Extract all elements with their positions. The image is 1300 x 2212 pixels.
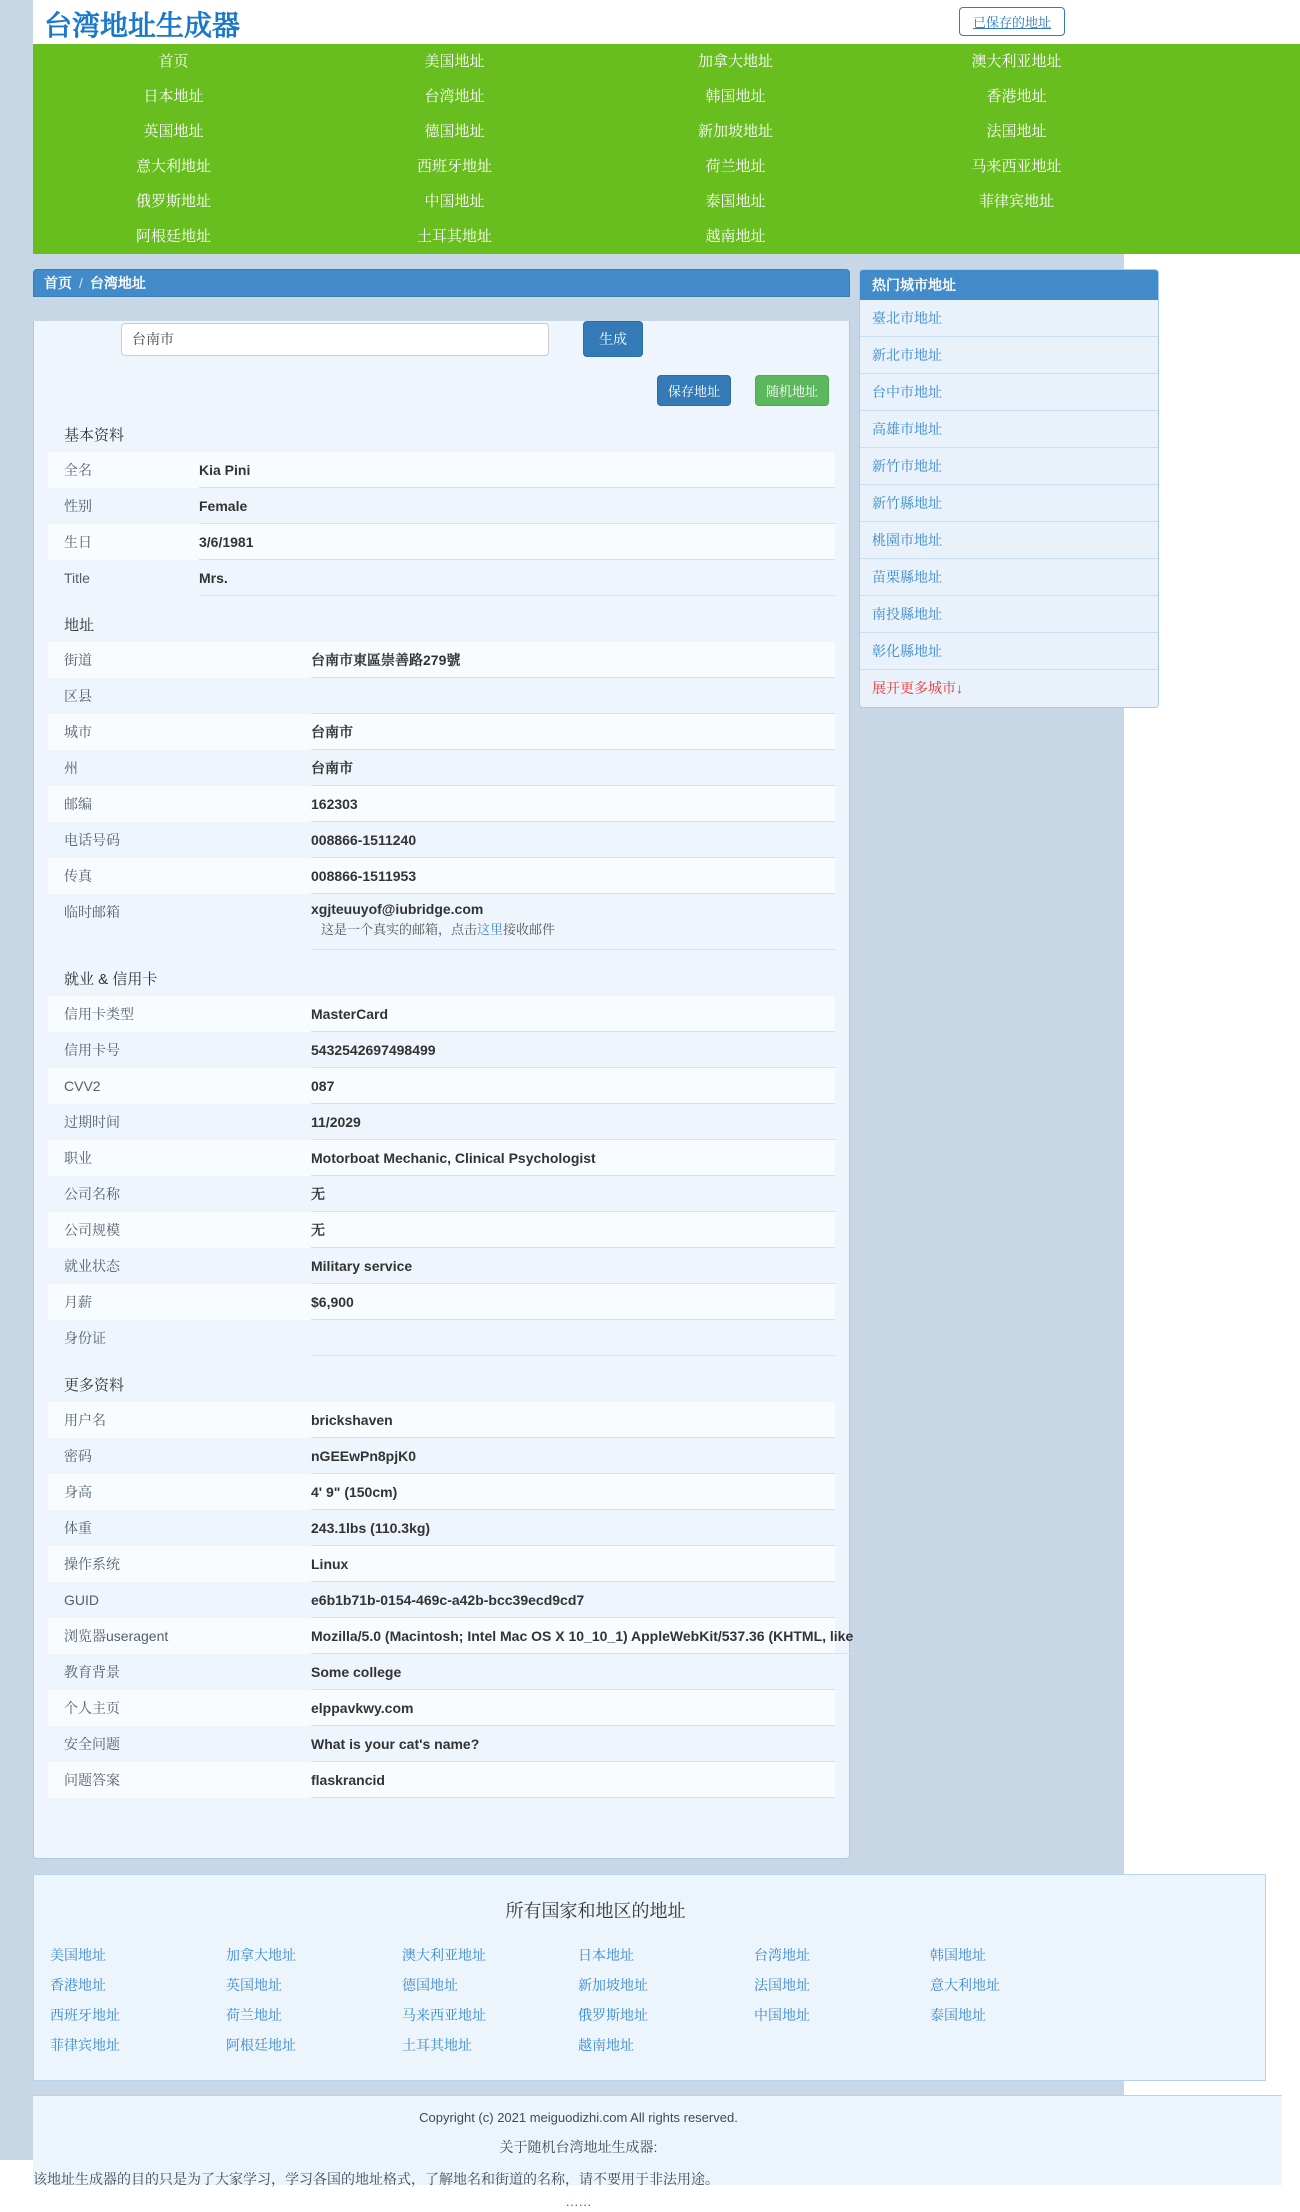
field-label: 体重 (64, 1520, 92, 1536)
field-row (48, 488, 835, 524)
field-row (48, 1546, 835, 1582)
field-value (311, 1248, 835, 1284)
nav-link[interactable]: 首页 (158, 53, 189, 70)
profile-section (48, 970, 835, 1356)
countries-grid (50, 1945, 1265, 2056)
section-title: 就业 & 信用卡 (64, 971, 158, 988)
field-value-text: 无 (311, 1221, 325, 1238)
country-link[interactable]: 越南地址 (578, 2037, 634, 2053)
field-row (48, 1176, 835, 1212)
field-value (311, 1284, 835, 1320)
sidebar-city-list (860, 300, 1158, 707)
country-link[interactable]: 德国地址 (402, 1977, 458, 1993)
nav-link[interactable]: 阿根廷地址 (135, 228, 211, 245)
sidebar-city-link[interactable]: 高雄市地址 (860, 411, 1158, 448)
sidebar-city-link[interactable]: 新北市地址 (860, 337, 1158, 374)
country-link[interactable]: 新加坡地址 (578, 1977, 648, 1993)
field-value (311, 1690, 835, 1726)
field-row (48, 750, 835, 786)
country-link[interactable]: 土耳其地址 (402, 2037, 472, 2053)
nav-link[interactable]: 越南地址 (705, 228, 766, 245)
main-nav-bar (33, 44, 1300, 254)
breadcrumb-home-link[interactable]: 首页 (44, 275, 72, 291)
field-row (48, 1762, 835, 1798)
field-label: 全名 (64, 462, 92, 478)
nav-link[interactable]: 泰国地址 (705, 193, 766, 210)
field-label: 身份证 (64, 1330, 106, 1346)
field-value (311, 1654, 835, 1690)
page-container (33, 0, 1300, 2212)
profile-section (48, 426, 835, 596)
field-label: 个人主页 (64, 1700, 120, 1716)
field-value (199, 488, 835, 524)
field-label: Title (64, 570, 90, 586)
field-value-text: Military service (311, 1257, 413, 1274)
nav-link[interactable]: 韩国地址 (705, 88, 766, 105)
field-label: 身高 (64, 1484, 92, 1500)
country-link[interactable]: 澳大利亚地址 (402, 1947, 486, 1963)
search-row (121, 321, 835, 357)
sidebar-city-link[interactable]: 新竹市地址 (860, 448, 1158, 485)
field-value-text: 243.1lbs (110.3kg) (311, 1519, 431, 1536)
field-value-text: e6b1b71b-0154-469c-a42b-bcc39ecd9cd7 (311, 1591, 585, 1608)
footer (33, 2095, 1282, 2212)
field-value-text: 008866-1511240 (311, 831, 417, 848)
sidebar-city-link[interactable]: 苗栗縣地址 (860, 559, 1158, 596)
field-value (311, 642, 835, 678)
breadcrumb (33, 269, 850, 297)
save-address-button[interactable]: 保存地址 (657, 375, 731, 406)
field-row (48, 1690, 835, 1726)
field-value-text: Linux (311, 1555, 349, 1572)
nav-link[interactable]: 加拿大地址 (697, 53, 773, 70)
field-label: 月薪 (64, 1294, 92, 1310)
field-label: 信用卡类型 (64, 1006, 134, 1022)
field-value (311, 750, 835, 786)
field-value-text: 台南市 (311, 723, 353, 740)
field-value-text: 5432542697498499 (311, 1041, 436, 1058)
field-row (48, 1474, 835, 1510)
country-link[interactable]: 韩国地址 (930, 1947, 986, 1963)
field-value-text: Mrs. (199, 569, 228, 586)
field-label: 州 (64, 760, 78, 776)
clipped-bottom-text: ······ (565, 2197, 592, 2212)
field-value (311, 1320, 835, 1356)
field-label: 临时邮箱 (64, 904, 120, 920)
field-label: 生日 (64, 534, 92, 550)
field-row (48, 1212, 835, 1248)
field-label: 性别 (64, 498, 92, 514)
field-value (311, 1140, 835, 1176)
country-link[interactable]: 英国地址 (226, 1977, 282, 1993)
field-value (311, 678, 835, 714)
country-link[interactable]: 中国地址 (754, 2007, 810, 2023)
section-rows (48, 996, 835, 1356)
section-title: 基本资料 (64, 427, 125, 444)
field-label: 公司规模 (64, 1222, 120, 1238)
nav-link[interactable]: 新加坡地址 (697, 123, 773, 140)
field-value-text: What is your cat's name? (311, 1735, 480, 1752)
field-value (311, 1438, 835, 1474)
breadcrumb-separator: / (79, 275, 83, 291)
field-label: 电话号码 (64, 832, 120, 848)
field-label: 信用卡号 (64, 1042, 120, 1058)
field-row (48, 524, 835, 560)
sidebar-city-link[interactable]: 新竹縣地址 (860, 485, 1158, 522)
disclaimer-text: 该地址生成器的目的只是为了大家学习，学习各国的地址格式，了解地名和街道的名称，请不要用于非法用途。 (33, 2171, 719, 2187)
field-label: 浏览器useragent (64, 1628, 169, 1644)
field-row (48, 1068, 835, 1104)
section-title: 更多资料 (64, 1377, 125, 1394)
field-label: 操作系统 (64, 1556, 120, 1572)
section-title: 地址 (64, 617, 95, 634)
field-value (311, 1618, 853, 1654)
field-label: 邮编 (64, 796, 92, 812)
field-row (48, 858, 835, 894)
field-row (48, 786, 835, 822)
country-link[interactable]: 意大利地址 (930, 1977, 1000, 1993)
field-value (311, 1176, 835, 1212)
field-value-text: MasterCard (311, 1005, 389, 1022)
generator-panel (33, 321, 854, 1859)
countries-title: 所有国家和地区的地址 (505, 1901, 686, 1921)
nav-link[interactable]: 英国地址 (143, 123, 204, 140)
field-value-text: 4' 9" (150cm) (311, 1483, 398, 1500)
field-value (311, 1762, 835, 1798)
nav-link[interactable]: 香港地址 (986, 88, 1047, 105)
field-value-text: brickshaven (311, 1411, 393, 1428)
country-link[interactable]: 加拿大地址 (226, 1947, 296, 1963)
field-label: 城市 (64, 724, 92, 740)
field-value-text: 11/2029 (311, 1113, 361, 1130)
field-value (311, 1104, 835, 1140)
page-title: 台湾地址生成器 (44, 10, 241, 41)
field-value-text: 162303 (311, 795, 358, 812)
field-label: 过期时间 (64, 1114, 120, 1130)
profile-section (48, 616, 835, 950)
field-row (48, 1284, 835, 1320)
field-row (48, 1618, 854, 1654)
field-label: GUID (64, 1592, 99, 1608)
field-row (48, 1438, 835, 1474)
country-link[interactable]: 香港地址 (50, 1977, 106, 1993)
field-value (311, 1546, 835, 1582)
field-value-text: elppavkwy.com (311, 1699, 414, 1716)
country-link[interactable]: 马来西亚地址 (402, 2007, 486, 2023)
field-value (311, 1474, 835, 1510)
country-link[interactable]: 荷兰地址 (226, 2007, 282, 2023)
field-row (48, 1510, 835, 1546)
nav-link[interactable]: 土耳其地址 (416, 228, 492, 245)
content (33, 269, 1300, 1859)
field-label: 职业 (64, 1150, 92, 1166)
field-value-text: 台南市 (311, 759, 353, 776)
sidebar (859, 269, 1159, 708)
field-value-text: flaskrancid (311, 1771, 385, 1788)
nav-link[interactable]: 荷兰地址 (705, 158, 766, 175)
country-link[interactable]: 台湾地址 (754, 1947, 810, 1963)
nav-link[interactable]: 中国地址 (424, 193, 485, 210)
field-row (48, 642, 835, 678)
field-value-text: Kia Pini (199, 461, 251, 478)
random-address-button[interactable]: 随机地址 (755, 375, 829, 406)
field-value (311, 1402, 835, 1438)
field-row (48, 678, 835, 714)
field-label: 安全问题 (64, 1736, 120, 1752)
field-label: 就业状态 (64, 1258, 120, 1274)
field-row (48, 1248, 835, 1284)
field-row (48, 714, 835, 750)
sidebar-city-link[interactable]: 桃園市地址 (860, 522, 1158, 559)
field-row (48, 1402, 835, 1438)
country-link[interactable]: 俄罗斯地址 (578, 2007, 648, 2023)
field-value-text: 台南市東區崇善路279號 (311, 651, 461, 668)
country-link[interactable]: 菲律宾地址 (50, 2037, 120, 2053)
field-value (311, 822, 835, 858)
field-value (311, 858, 835, 894)
field-label: 用户名 (64, 1412, 106, 1428)
email-note-post: 接收邮件 (503, 922, 556, 937)
nav-link[interactable]: 法国地址 (986, 123, 1047, 140)
copyright-text: Copyright (c) 2021 meiguodizhi.com All rights reserved. (419, 2110, 738, 2125)
header (33, 0, 1300, 44)
about-heading: 关于随机台湾地址生成器: (499, 2139, 658, 2155)
nav-link[interactable]: 俄罗斯地址 (135, 193, 211, 210)
field-label: 公司名称 (64, 1186, 120, 1202)
section-rows (48, 642, 835, 950)
field-row (48, 560, 835, 596)
field-value-text: Female (199, 497, 248, 514)
countries-panel (33, 1874, 1266, 2081)
sidebar-expand-link[interactable]: 展开更多城市↓ (872, 680, 963, 696)
field-row (48, 1104, 835, 1140)
nav-link[interactable]: 西班牙地址 (416, 158, 492, 175)
field-value-text: xgjteuuyof@iubridge.com (311, 901, 484, 917)
profile-section (48, 1376, 854, 1798)
country-link[interactable]: 法国地址 (754, 1977, 810, 1993)
field-value (311, 786, 835, 822)
field-label: 区县 (64, 688, 92, 704)
sidebar-city-link[interactable]: 臺北市地址 (860, 300, 1158, 337)
field-label: 问题答案 (64, 1772, 120, 1788)
field-row (48, 996, 835, 1032)
nav-link[interactable]: 意大利地址 (135, 158, 211, 175)
field-value (199, 560, 835, 596)
field-value-text: nGEEwPn8pjK0 (311, 1447, 417, 1464)
nav-link[interactable]: 德国地址 (424, 123, 485, 140)
field-value (311, 1510, 835, 1546)
field-row (48, 822, 835, 858)
sidebar-city-link[interactable]: 彰化縣地址 (860, 633, 1158, 670)
country-link[interactable]: 美国地址 (50, 1947, 106, 1963)
field-label: 教育背景 (64, 1664, 120, 1680)
field-row (48, 894, 835, 950)
field-row (48, 1140, 835, 1176)
field-value-text: Mozilla/5.0 (Macintosh; Intel Mac OS X 10_10_1) AppleWebKit/537.36 (KHTML, like (311, 1627, 854, 1644)
generate-button[interactable]: 生成 (583, 321, 643, 357)
field-row (48, 1654, 835, 1690)
field-value-text: 087 (311, 1077, 335, 1094)
profile-sections (48, 426, 854, 1798)
field-value-text: 无 (311, 1185, 325, 1202)
field-value-text: Some college (311, 1663, 402, 1680)
field-value (311, 1068, 835, 1104)
email-note-pre: 这是一个真实的邮箱，点击 (321, 922, 478, 937)
action-row (48, 375, 835, 406)
sidebar-title: 热门城市地址 (860, 270, 1158, 300)
main-column (33, 269, 854, 1859)
city-input[interactable] (121, 323, 549, 356)
main-nav (33, 44, 1300, 254)
nav-link[interactable]: 台湾地址 (424, 88, 485, 105)
email-inbox-link[interactable]: 这里 (477, 922, 504, 937)
field-row (48, 1032, 835, 1068)
field-row (48, 1320, 835, 1356)
nav-link[interactable]: 菲律宾地址 (978, 193, 1054, 210)
field-value (311, 714, 835, 750)
field-value (311, 1726, 835, 1762)
country-link[interactable]: 日本地址 (578, 1947, 634, 1963)
field-value-text: $6,900 (311, 1293, 354, 1310)
field-row (48, 1582, 835, 1618)
sidebar-city-link[interactable]: 南投縣地址 (860, 596, 1158, 633)
field-value (199, 452, 835, 488)
breadcrumb-current: 台湾地址 (89, 275, 146, 291)
field-value (311, 996, 835, 1032)
field-label: 密码 (64, 1448, 92, 1464)
country-link[interactable]: 阿根廷地址 (226, 2037, 296, 2053)
section-rows (48, 1402, 854, 1798)
email-note (311, 917, 835, 942)
field-label: CVV2 (64, 1078, 101, 1094)
nav-link[interactable]: 马来西亚地址 (971, 158, 1062, 175)
field-label: 传真 (64, 868, 92, 884)
field-value-text: Motorboat Mechanic, Clinical Psychologist (311, 1149, 596, 1166)
field-value-text: 3/6/1981 (199, 533, 254, 550)
field-row (48, 452, 835, 488)
section-rows (48, 452, 835, 596)
sidebar-city-link[interactable]: 台中市地址 (860, 374, 1158, 411)
country-link[interactable]: 西班牙地址 (50, 2007, 120, 2023)
nav-link[interactable]: 美国地址 (424, 53, 485, 70)
field-value (311, 894, 835, 950)
field-value (311, 1582, 835, 1618)
field-value (311, 1032, 835, 1068)
field-value-text: 008866-1511953 (311, 867, 417, 884)
field-row (48, 1726, 835, 1762)
nav-link[interactable]: 澳大利亚地址 (971, 53, 1062, 70)
field-value (199, 524, 835, 560)
field-value (311, 1212, 835, 1248)
country-link[interactable]: 泰国地址 (930, 2007, 986, 2023)
saved-addresses-button[interactable]: 已保存的地址 (959, 7, 1065, 36)
field-label: 街道 (64, 652, 92, 668)
nav-link[interactable]: 日本地址 (143, 88, 204, 105)
